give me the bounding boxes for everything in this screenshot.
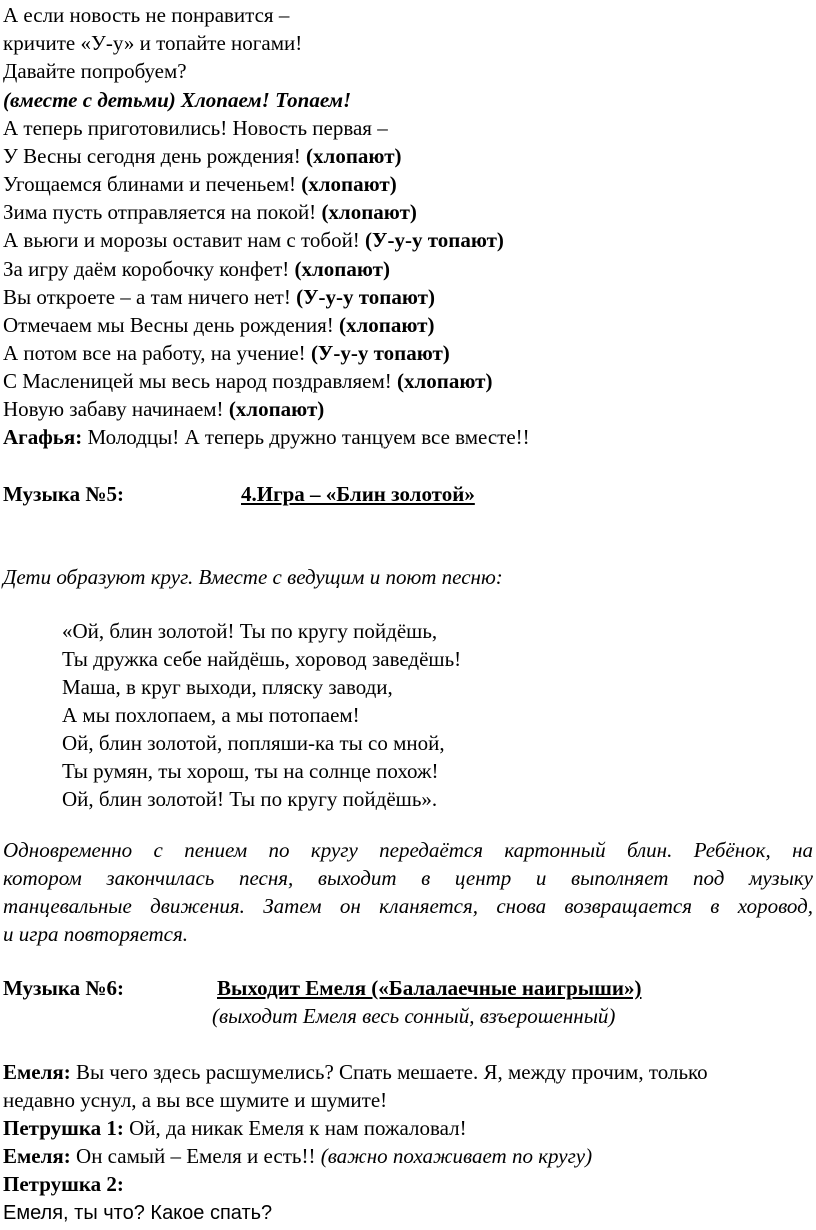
speaker-label: Емеля:	[3, 1060, 71, 1084]
news-action: (хлопают)	[397, 369, 493, 393]
news-action: (хлопают)	[321, 200, 417, 224]
song-line: Ты румян, ты хорош, ты на солнце похож!	[62, 759, 439, 783]
speaker-label: Емеля:	[3, 1144, 71, 1168]
news-text: Вы откроете – а там ничего нет!	[3, 285, 297, 309]
music-title: Выходит Емеля («Балалаечные наигрыши»)	[217, 976, 642, 1000]
music6-heading	[3, 975, 813, 1002]
speech-text: Вы чего здесь расшумелись? Спать мешаете. Я, между прочим, только	[70, 1060, 708, 1084]
news-action: (хлопают)	[228, 397, 325, 421]
speech-text: Он самый – Емеля и есть!!	[70, 1144, 321, 1168]
news-line	[3, 256, 390, 283]
music-label: Музыка №5:	[3, 482, 125, 506]
news-line	[3, 340, 450, 367]
news-line	[3, 284, 435, 311]
news-line	[3, 396, 324, 423]
news-action: (хлопают)	[294, 257, 390, 281]
news-action: (хлопают)	[339, 313, 435, 337]
speaker-label: Петрушка 1:	[3, 1116, 124, 1140]
news-line	[3, 199, 417, 226]
dialogue-line	[3, 1115, 467, 1142]
speaker-label: Петрушка 2:	[3, 1172, 124, 1196]
news-line	[3, 171, 397, 198]
speech-text: Ой, да никак Емеля к нам пожаловал!	[123, 1116, 467, 1140]
instruction-paragraph-line: и игра повторяется.	[3, 922, 189, 946]
news-text: Угощаемся блинами и печеньем!	[3, 172, 302, 196]
news-line	[3, 312, 435, 339]
speech-text: Молодцы! А теперь дружно танцуем все вместе!!	[82, 425, 530, 449]
song-line: Ты дружка себе найдёшь, хоровод заведёшь!	[62, 647, 462, 671]
dialogue-line	[3, 1059, 708, 1086]
news-action: (У-у-у топают)	[296, 285, 435, 309]
agafya-line	[3, 424, 530, 451]
news-action: (У-у-у топают)	[310, 341, 450, 365]
news-text: У Весны сегодня день рождения!	[3, 144, 307, 168]
music-label: Музыка №6:	[3, 976, 125, 1000]
news-line	[3, 227, 504, 254]
intro-line-4: (вместе с детьми) Хлопаем! Топаем!	[3, 88, 352, 112]
news-text: За игру даём коробочку конфет!	[3, 257, 295, 281]
news-text: А вьюги и морозы оставит нам с тобой!	[3, 228, 366, 252]
instruction-paragraph-line: котором закончилась песня, выходит в центр и выполняет под музыку	[3, 866, 813, 890]
music-title: 4.Игра – «Блин золотой»	[241, 482, 475, 506]
news-text: С Масленицей мы весь народ поздравляем!	[3, 369, 398, 393]
song-line: Маша, в круг выходи, пляску заводи,	[62, 675, 393, 699]
dialogue-line: недавно уснул, а вы все шумите и шумите!	[3, 1088, 388, 1112]
instruction-paragraph-line: танцевальные движения. Затем он кланяется, снова возвращается в хоровод,	[3, 894, 813, 918]
news-line	[3, 143, 402, 170]
song-line: Ой, блин золотой! Ты по кругу пойдёшь».	[62, 787, 438, 811]
song-line: «Ой, блин золотой! Ты по кругу пойдёшь,	[62, 619, 438, 643]
news-text: Новую забаву начинаем!	[3, 397, 229, 421]
intro-line-3: Давайте попробуем?	[3, 59, 187, 83]
song-line: А мы похлопаем, а мы потопаем!	[62, 703, 360, 727]
news-line	[3, 368, 492, 395]
intro-line-1: А если новость не понравится –	[3, 3, 290, 27]
dialogue-line: Емеля, ты что? Какое спать?	[3, 1202, 273, 1224]
music5-heading	[3, 481, 813, 508]
news-text: Отмечаем мы Весны день рождения!	[3, 313, 340, 337]
dialogue-line	[3, 1143, 592, 1170]
news-action: (хлопают)	[301, 172, 397, 196]
speaker-label: Агафья:	[3, 425, 83, 449]
news-text: Зима пусть отправляется на покой!	[3, 200, 322, 224]
instruction-paragraph-line: Одновременно с пением по кругу передаётся картонный блин. Ребёнок, на	[3, 838, 813, 862]
stage-direction: (выходит Емеля весь сонный, взъерошенный)	[212, 1004, 616, 1028]
news-action: (У-у-у топают)	[365, 228, 504, 252]
intro-line-5: А теперь приготовились! Новость первая –	[3, 116, 388, 140]
song-line: Ой, блин золотой, попляши-ка ты со мной,	[62, 731, 445, 755]
news-action: (хлопают)	[306, 144, 402, 168]
intro-line-2: кричите «У-у» и топайте ногами!	[3, 31, 303, 55]
news-text: А потом все на работу, на учение!	[3, 341, 311, 365]
stage-direction: (важно похаживает по кругу)	[320, 1144, 593, 1168]
instruction-text: Дети образуют круг. Вместе с ведущим и поют песню:	[3, 565, 503, 589]
